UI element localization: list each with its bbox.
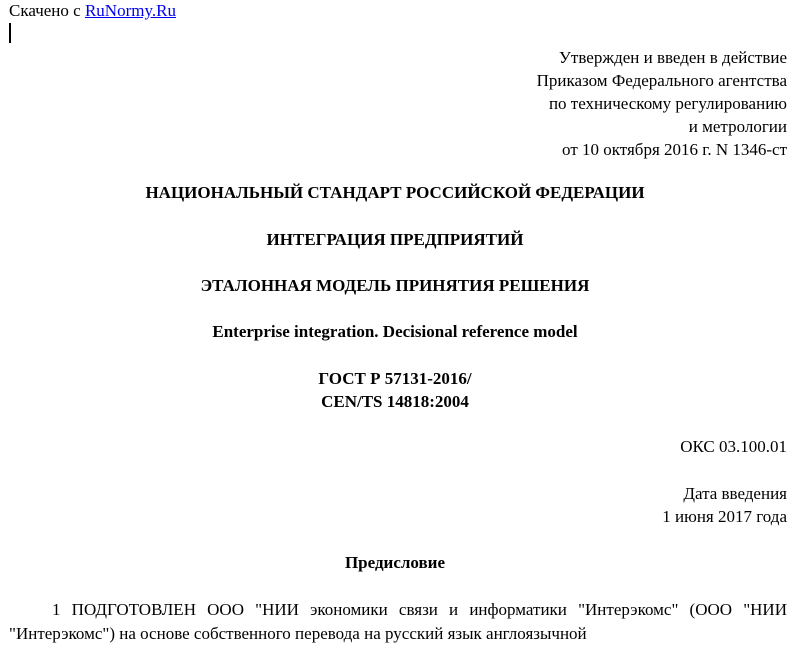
source-line <box>9 1 176 21</box>
intro-date-value: 1 июня 2017 года <box>662 507 787 526</box>
english-title: Enterprise integration. Decisional reference model <box>212 322 578 341</box>
approval-line: по техническому регулированию <box>548 94 787 113</box>
source-prefix: Скачено с <box>9 1 85 20</box>
approval-block <box>537 46 787 161</box>
source-link[interactable]: RuNormy.Ru <box>84 1 176 20</box>
approval-line: от 10 октября 2016 г. N 1346-ст <box>562 140 787 159</box>
standard-subtitle-1: ИНТЕГРАЦИЯ ПРЕДПРИЯТИЙ <box>266 230 524 249</box>
preface-paragraph-1: 1 ПОДГОТОВЛЕН ООО "НИИ экономики связи и информатики "Интерэкомс" (ООО "НИИ "Интерэкомс") на основе собственного перевода на русский язык англоязычной <box>9 600 787 643</box>
approval-line: Приказом Федерального агентства <box>536 71 787 90</box>
intro-date-block <box>662 482 787 528</box>
intro-date-label: Дата введения <box>683 484 787 503</box>
gost-number: ГОСТ Р 57131-2016/ <box>318 369 472 388</box>
cen-number: CEN/TS 14818:2004 <box>321 392 469 411</box>
oks-code: ОКС 03.100.01 <box>680 437 787 456</box>
preface-heading: Предисловие <box>344 553 446 572</box>
approval-line: Утвержден и введен в действие <box>558 48 787 67</box>
approval-line: и метрологии <box>688 117 787 136</box>
standard-title: НАЦИОНАЛЬНЫЙ СТАНДАРТ РОССИЙСКОЙ ФЕДЕРАЦИИ <box>145 183 645 202</box>
standard-subtitle-2: ЭТАЛОННАЯ МОДЕЛЬ ПРИНЯТИЯ РЕШЕНИЯ <box>200 276 590 295</box>
text-cursor <box>9 23 11 43</box>
